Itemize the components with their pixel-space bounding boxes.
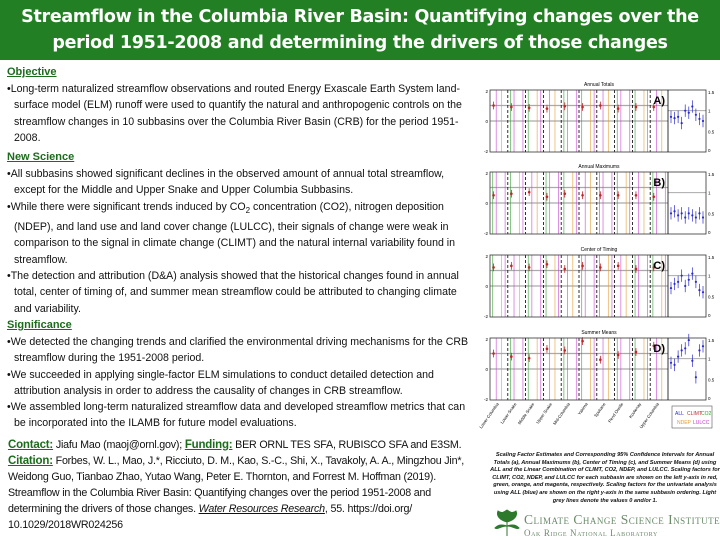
left-tick-label: -2 <box>483 149 488 154</box>
subbasin-label: Lower Columbia <box>478 401 500 430</box>
legend-entry: ALL <box>675 411 684 417</box>
right-tick-label: 0.5 <box>708 377 715 383</box>
all-point <box>688 212 690 214</box>
significance-bullet: •We succeeded in applying single-factor ELM simulations to conduct detailed detection and attribution analysis in order to address the causality of changes in CRB streamflow. <box>7 368 434 397</box>
climt-point <box>563 349 566 352</box>
climt-point <box>617 194 620 197</box>
left-tick-label: 0 <box>485 119 488 124</box>
all-point <box>695 114 697 116</box>
all-point <box>698 212 700 214</box>
subbasin-label: Mid-Columbia <box>552 401 571 426</box>
significance-heading: Significance <box>7 318 72 331</box>
all-point <box>695 281 697 283</box>
logo-line-1: Climate Change Science Institute <box>524 512 720 527</box>
all-point <box>677 281 679 283</box>
left-tick-label: 0 <box>485 201 488 206</box>
citation-doi[interactable]: , 55. https://doi.org/ 10.1029/2018WR024256 <box>8 503 412 531</box>
panel-title: Center of Timing <box>580 247 618 253</box>
all-point <box>695 216 697 218</box>
logo-line-2: Oak Ridge National Laboratory <box>524 528 658 538</box>
climt-point <box>510 106 513 109</box>
right-tick-label: 1 <box>708 108 711 114</box>
all-point <box>702 345 704 347</box>
title-line-1: Streamflow in the Columbia River Basin: Quantifying changes over the <box>21 7 699 27</box>
left-tick-label: 0 <box>485 284 488 289</box>
all-point <box>684 347 686 349</box>
contact-citation <box>8 437 476 533</box>
right-tick-label: 1.5 <box>708 90 715 95</box>
all-point <box>677 116 679 118</box>
subbasin-label: Yakima <box>576 401 589 416</box>
climt-point <box>528 107 531 110</box>
panel-label: C) <box>653 260 665 272</box>
all-point <box>688 112 690 114</box>
all-point <box>681 275 683 277</box>
significance-bullet: •We assembled long-term naturalized streamflow data and developed streamflow metrics that can be incorporated into the ILAMB for future model evaluations. <box>7 401 466 430</box>
all-point <box>688 279 690 281</box>
contact-text: Jiafu Mao (maoj@ornl.gov); <box>53 439 185 451</box>
panel-label: A) <box>653 95 665 107</box>
scaling-factor-chart <box>478 75 720 450</box>
all-point <box>670 212 672 214</box>
subbasin-label: Upper Snake <box>534 401 554 425</box>
contact-label: Contact: <box>8 439 54 451</box>
funding-label: Funding: <box>184 439 233 451</box>
objective-bullet: •Long-term naturalized streamflow observations and routed Energy Exascale Earth System land-surface model (ELM) runoff were used to quantify the natural and anthropogenic controls on the streamflow changes in 10 subbasins over the Columbia River Basin (CRB) for the period 1951-2008. <box>7 83 462 144</box>
panel-title: Summer Means <box>581 330 617 336</box>
new-science-bullet: •All subbasins showed significant declines in the observed amount of annual total streamflow, except for the Middle and Upper Snake and Upper Columbia Subbasins. <box>7 168 445 197</box>
legend-entry: NDEP <box>677 420 691 426</box>
climt-point <box>635 268 638 271</box>
all-point <box>691 214 693 216</box>
climt-point <box>563 105 566 108</box>
climt-point <box>492 266 495 269</box>
all-point <box>691 105 693 107</box>
legend-entry: CO2 <box>701 411 712 417</box>
right-tick-label: 1.5 <box>708 255 715 260</box>
all-point <box>688 339 690 341</box>
legend-entry: LULCC <box>693 420 710 426</box>
climt-point <box>492 194 495 197</box>
citation-text: Forbes, W. L., Mao, J.*, Ricciuto, D. M., Kao, S.-C., Shi, X., Tavakoly, A. A., Mingzhou Jin*, Weidong Guo, Tianbao Zhao, Yutao Wang, Peter E. Thornton, and Forrest M. Hoffman (2019). Streamflow in the Columbia River Basin: Quantifying changes over the period 1951-2008 and determining the drivers of those changes. <box>8 455 465 515</box>
all-point <box>673 364 675 366</box>
bullet-text: concentration (CO2), nitrogen deposition (NDEP), and land use and land cover change (LULCC), their signals of change were weak in comparison to the signal in climate change (CLIMT) and the natural internal variability found in streamflow. <box>14 200 456 266</box>
right-tick-label: 0 <box>708 230 711 235</box>
all-point <box>670 362 672 364</box>
new-science-bullet: •The detection and attribution (D&A) analysis showed that the historical changes found in annual total, center of timing of, and summer mean streamflow could be attributed to changing climate and variability. <box>7 270 459 315</box>
panel-label: D) <box>653 343 665 355</box>
all-point <box>681 122 683 124</box>
climt-point <box>635 106 638 109</box>
left-tick-label: 2 <box>485 89 488 94</box>
climt-point <box>510 355 513 358</box>
left-tick-label: 0 <box>485 367 488 372</box>
climt-point <box>546 196 549 199</box>
oak-leaf-icon <box>492 508 522 538</box>
panel-title: Annual Maximums <box>578 164 620 170</box>
subbasin-label: Pend Oreille <box>607 401 625 424</box>
right-tick-label: 1.5 <box>708 338 715 343</box>
climt-point <box>581 340 584 343</box>
subbasin-label: Kootenay <box>627 401 643 420</box>
panel-title: Annual Totals <box>584 82 614 88</box>
climt-point <box>581 265 584 268</box>
panel-label: B) <box>653 177 665 189</box>
new-science-bullet <box>7 199 477 268</box>
all-point <box>698 289 700 291</box>
all-point <box>677 214 679 216</box>
funding-text: BER ORNL TES SFA, RUBISCO SFA and E3SM. <box>232 439 462 451</box>
title-line-2: period 1951-2008 and determining the drivers of those changes <box>52 33 668 53</box>
climt-point <box>510 265 513 268</box>
significance-bullet: •We detected the changing trends and clarified the environmental driving mechanisms for the CRB streamflow during the 1951-2008 period. <box>7 335 469 365</box>
journal-link[interactable]: Water Resources Research <box>198 503 325 515</box>
all-point <box>684 110 686 112</box>
ccsi-logo <box>490 508 720 540</box>
climt-point <box>599 194 602 197</box>
climt-point <box>581 106 584 109</box>
all-point <box>698 118 700 120</box>
left-tick-label: 2 <box>485 337 488 342</box>
climt-point <box>617 354 620 357</box>
climt-point <box>599 358 602 361</box>
subbasin-label: Upper Columbia <box>638 401 660 430</box>
all-point <box>670 116 672 118</box>
bullet-text: •While there were significant trends induced by CO <box>7 200 246 213</box>
climt-point <box>652 196 655 199</box>
all-point <box>702 291 704 293</box>
climt-point <box>546 348 549 351</box>
right-tick-label: 1 <box>708 356 711 362</box>
right-tick-label: 0 <box>708 148 711 153</box>
all-point <box>677 356 679 358</box>
figure-caption: Scaling Factor Estimates and Corresponding 95% Confidence Intervals for Annual Totals (a), Annual Maximums (b), Center of Timing (c), and Summer Means (d) using ALL and the Linear Combination of CLIMT, CO2, NDEP, and LULCC. Scaling factors for CLIMT, CO2, NDEP, and LULCC for each subbasin are shown on the left y-axis in red, green, orange, and magenta, respectively. Scaling factors for the univariate analysis using ALL (blue) are shown on the right y-axis in the same subbasin ordering. Light grey lines denote the values 0 and/or 1. <box>490 452 720 504</box>
subbasin-label: Middle Snake <box>516 401 536 426</box>
climt-point <box>510 192 513 195</box>
climt-point <box>528 191 531 194</box>
all-point <box>702 120 704 122</box>
all-point <box>698 349 700 351</box>
climt-point <box>546 263 549 266</box>
legend-entry: CLIMT <box>687 411 702 417</box>
all-point <box>681 212 683 214</box>
climt-point <box>599 266 602 269</box>
climt-point <box>635 351 638 354</box>
climt-point <box>563 192 566 195</box>
left-tick-label: -2 <box>483 314 488 319</box>
climt-point <box>635 194 638 197</box>
climt-point <box>492 352 495 355</box>
left-tick-label: -2 <box>483 231 488 236</box>
left-tick-label: 2 <box>485 171 488 176</box>
climt-point <box>563 268 566 271</box>
all-point <box>691 273 693 275</box>
all-point <box>695 376 697 378</box>
climt-point <box>528 266 531 269</box>
right-tick-label: 0.5 <box>708 294 715 300</box>
left-tick-label: 2 <box>485 254 488 259</box>
left-column <box>7 64 477 432</box>
subbasin-label: Spokane <box>592 401 607 419</box>
all-point <box>673 117 675 119</box>
all-point <box>684 216 686 218</box>
right-tick-label: 0 <box>708 396 711 401</box>
climt-point <box>528 357 531 360</box>
climt-point <box>492 104 495 107</box>
climt-point <box>581 194 584 197</box>
all-point <box>673 210 675 212</box>
right-tick-label: 1 <box>708 190 711 196</box>
subscript: 2 <box>245 205 251 215</box>
all-point <box>673 283 675 285</box>
right-tick-label: 0.5 <box>708 129 715 135</box>
subbasin-label: Lower Snake <box>499 401 518 425</box>
objective-heading: Objective <box>7 66 57 78</box>
all-point <box>684 285 686 287</box>
climt-point <box>617 265 620 268</box>
all-point <box>681 349 683 351</box>
right-tick-label: 1 <box>708 273 711 279</box>
right-tick-label: 1.5 <box>708 172 715 177</box>
all-point <box>691 360 693 362</box>
climt-point <box>599 104 602 107</box>
all-point <box>670 287 672 289</box>
left-tick-label: -2 <box>483 397 488 402</box>
citation-label: Citation: <box>8 455 53 467</box>
new-science-heading: New Science <box>7 151 75 164</box>
climt-point <box>617 107 620 110</box>
all-point <box>702 216 704 218</box>
page-title <box>0 0 720 60</box>
right-tick-label: 0.5 <box>708 211 715 217</box>
right-tick-label: 0 <box>708 313 711 318</box>
climt-point <box>546 107 549 110</box>
